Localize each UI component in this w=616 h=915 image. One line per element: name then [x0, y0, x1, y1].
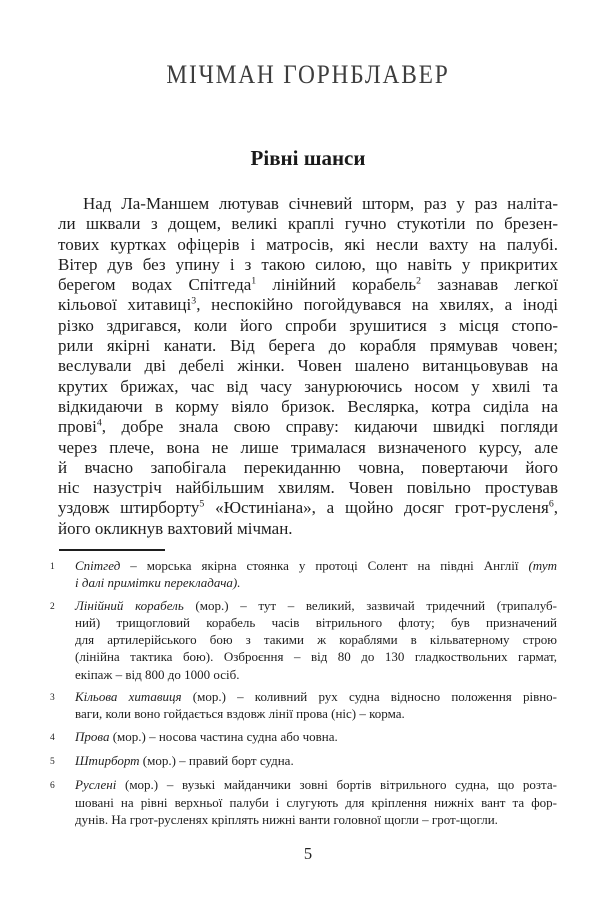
- body-line: прові$^4$, добре знала свою справу: кидаючи швидкі погляди: [58, 417, 558, 437]
- footnote-ref: 3: [191, 295, 197, 307]
- footnote-content: [75, 688, 557, 723]
- footnote-marker: 6: [50, 781, 55, 792]
- footnote-line: (лінійна тактика бою). Озброєння – від 80 до 130 гладкоствольних гармат,: [75, 649, 557, 665]
- footnote-ref: 1: [251, 275, 257, 287]
- chapter-title: Рівні шанси: [250, 146, 366, 170]
- footnote-line: Лінійний корабель (мор.) – тут – великий, зазвичай тридечний (трипалуб-: [75, 597, 557, 613]
- body-line: ли шквали з дощем, великі краплі гучно стукотіли по брезен-: [58, 214, 558, 234]
- body-line: ніс назустріч найбільшим хвилям. Човен повільно простував: [58, 478, 558, 498]
- footnote-marker: 2: [50, 601, 55, 612]
- body-line: крутих брижах, час від часу занурюючись носом у хвилі та: [58, 376, 558, 396]
- body-line: тових куртках офіцерів і матросів, які несли вахту на палубі.: [58, 234, 558, 254]
- footnote-ref: 6: [548, 498, 554, 510]
- body-paragraph: [58, 194, 558, 539]
- footnote-line: екіпаж – від 800 до 1000 осіб.: [75, 666, 240, 682]
- footnote-line: Руслені (мор.) – вузькі майданчики зовні бортів вітрильного судна, що розта-: [75, 777, 557, 793]
- footnote-item: [50, 688, 557, 723]
- footnote-item: [50, 752, 557, 771]
- body-line: уздовж штирборту$^5$ «Юстиніана», а щойно досяг грот-русленя$^6$,: [58, 498, 559, 518]
- footnote-content: [75, 728, 557, 747]
- footnote-marker: 4: [50, 732, 55, 743]
- footnote-content: [75, 597, 557, 683]
- page-number: 5: [303, 844, 313, 863]
- footnote-line: ваги, коли воно гойдається вздовж лінії прова (ніс) – корма.: [75, 706, 405, 722]
- footnote-line: Кільова хитавиця (мор.) – коливний рух судна відносно положення рівно-: [75, 689, 558, 705]
- footnote-line: [75, 574, 557, 591]
- footnote-line: для артилерійського бою з такими ж кораблями в кільватерному строю: [75, 632, 557, 648]
- footnote-item: [50, 597, 557, 683]
- body-line: Над Ла-Маншем лютував січневий шторм, раз у раз наліта-: [83, 194, 558, 213]
- footnote-marker: 1: [50, 562, 55, 572]
- body-line: різко здригався, коли його спроби зрушитися з місця стопо-: [58, 315, 558, 335]
- body-line: й вчасно запобігала перекиданню човна, повертаючи його: [58, 457, 558, 477]
- body-line: його окликнув вахтовий мічман.: [58, 518, 293, 538]
- footnote-line: ний) трищогловий корабель часів вітрильного флоту; був призначений: [75, 614, 557, 630]
- italic-text: Лінійний корабель: [75, 597, 184, 613]
- italic-text: Кільова хитавиця: [75, 689, 182, 705]
- italic-text: Штирборт: [75, 752, 140, 768]
- body-line: відкидаючи в корму віяло бризок. Веслярка, котра сиділа на: [58, 396, 558, 416]
- italic-text: і далі примітки перекладача).: [75, 575, 241, 591]
- footnote-marker: 5: [50, 756, 55, 767]
- footnote-marker: 3: [50, 693, 55, 704]
- body-line: рили якірні канати. Від берега до корабля прямував човен;: [58, 336, 558, 356]
- footnote-ref: 5: [199, 498, 205, 510]
- footnote-separator-rule: [59, 549, 165, 551]
- body-line: через плече, вона не лише трималася визначеного курсу, але: [58, 437, 558, 457]
- body-line: веслували дві дебелі жінки. Човен шалено витанцьовував на: [58, 356, 558, 376]
- italic-text: Спітгед: [75, 558, 121, 573]
- footnotes-section: [50, 557, 557, 833]
- footnote-line: шовані на рівні верхньої палуби і слугують для кріплення нижніх вант та фор-: [75, 794, 557, 810]
- italic-text: Руслені: [75, 777, 117, 793]
- footnote-item: [50, 776, 557, 828]
- footnote-line: Прова (мор.) – носова частина судна або човна.: [75, 728, 338, 744]
- footnote-content: [75, 776, 557, 828]
- footnote-item: [50, 728, 557, 747]
- footnote-content: [75, 557, 557, 592]
- footnote-ref: 2: [416, 275, 422, 287]
- footnote-item: [50, 557, 557, 592]
- footnote-ref: 4: [96, 417, 102, 429]
- footnote-line: дунів. На грот-русленях кріплять нижні ванти головної щогли – грот-щогли.: [75, 811, 498, 827]
- body-line: берегом водах Спітгеда$^1$ лінійний корабель$^2$ зазнавав легкої: [58, 275, 558, 295]
- footnote-line: Штирборт (мор.) – правий борт судна.: [75, 752, 294, 768]
- body-line: кільової хитавиці$^3$, неспокійно погойдувався на хвилях, а іноді: [58, 295, 558, 315]
- footnote-line: Спітгед – морська якірна стоянка у протоці Солент на півдні Англії (тут: [75, 558, 557, 573]
- footnote-content: [75, 752, 557, 771]
- book-title: МІЧМАН ГОРНБЛАВЕР: [166, 60, 450, 89]
- body-line: Вітер дув без упину і з такою силою, що навіть у прикритих: [58, 254, 558, 274]
- italic-text: Прова: [75, 728, 110, 744]
- italic-text: (тут: [528, 558, 557, 573]
